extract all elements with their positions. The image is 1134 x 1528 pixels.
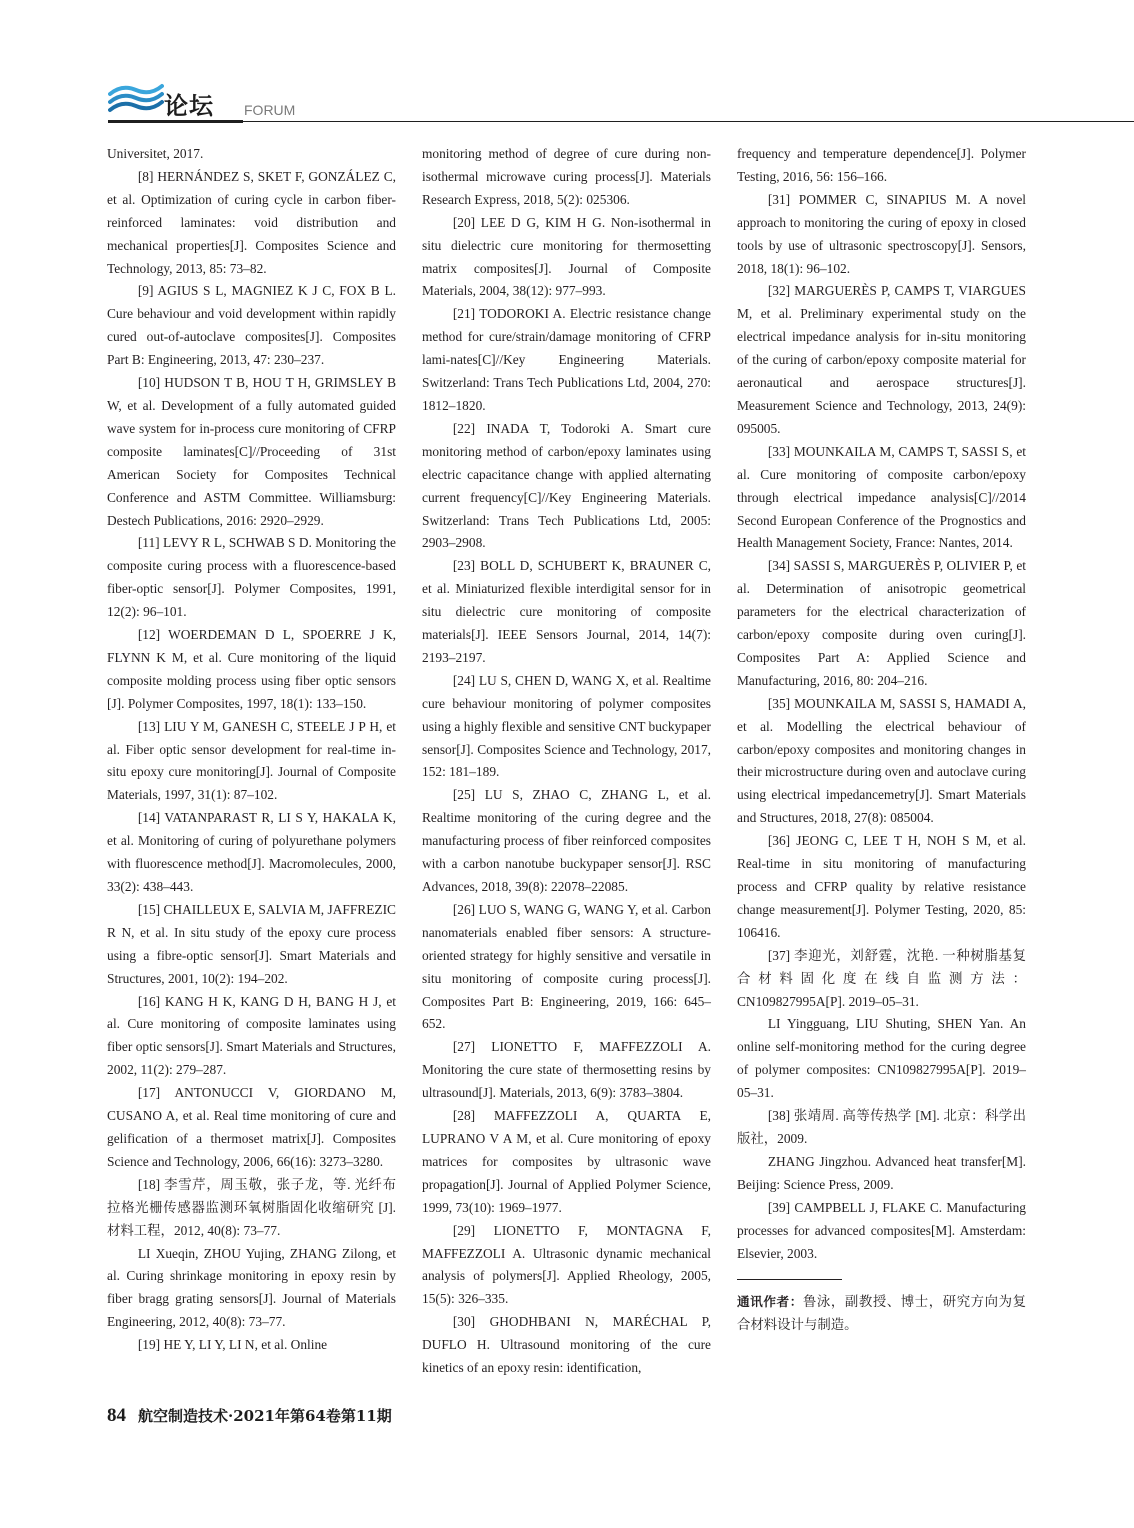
reference-item: [19] HE Y, LI Y, LI N, et al. Online — [137, 1337, 328, 1353]
reference-item: [27] LIONETTO F, MAFFEZZOLI A. Monitoring the cure state of thermosetting resins by ultrasound[J]. Materials, 2013, 6(9): 3783–3804. — [422, 1039, 711, 1101]
reference-item: [17] ANTONUCCI V, GIORDANO M, CUSANO A, et al. Real time monitoring of cure and gelification of a thermoset matrix[J]. Composites Science and Technology, 2006, 66(16): 3273–3280. — [107, 1085, 396, 1169]
reference-item: [15] CHAILLEUX E, SALVIA M, JAFFREZIC R N, et al. In situ study of the epoxy cure process using a fibre-optic sensor[J]. Smart Materials and Structures, 2001, 10(2): 194–202. — [107, 901, 396, 986]
reference-text: Universitet, 2017. — [107, 146, 204, 161]
reference-item: [31] POMMER C, SINAPIUS M. A novel approach to monitoring the curing of epoxy in closed tools by use of ultrasonic spectroscopy[J]. Sensors, 2018, 18(1): 96–102. — [737, 191, 1026, 276]
column-middle — [422, 143, 711, 1380]
reference-text: LI Xueqin, ZHOU Yujing, ZHANG Zilong, et al. Curing shrinkage monitoring in epoxy resin by fiber bragg grating sensors[J]. Journal of Materials Engineering, 2012, 40(8): 73–77. — [107, 1245, 396, 1330]
reference-item: [20] LEE D G, KIM H G. Non-isothermal in situ dielectric cure monitoring for thermosetting matrix composites[J]. Journal of Composite Materials, 2004, 38(12): 977–993. — [422, 214, 711, 299]
reference-item: [12] WOERDEMAN D L, SPOERRE J K, FLYNN K M, et al. Cure monitoring of the liquid composite molding process using fiber optic sensors [J]. Polymer Composites, 1997, 18(1): 133–150. — [107, 627, 396, 711]
reference-item: [29] LIONETTO F, MONTAGNA F, MAFFEZZOLI A. Ultrasonic dynamic mechanical analysis of polymers[J]. Applied Rheology, 2005, 15(5): 326–335. — [422, 1222, 711, 1307]
reference-item: [37] 李迎光，刘舒霆，沈艳. 一种树脂基复合材料固化度在线自监测方法：CN109827995A[P]. 2019–05–31. — [737, 947, 1026, 1009]
reference-item: [10] HUDSON T B, HOU T H, GRIMSLEY B W, et al. Development of a fully automated guided wave system for in-process cure monitoring of CFRP composite laminates[C]//Proceeding of 31st American Society for Composites Technical Conference and ASTM Committee. Williamsburg: Destech Publications, 2016: 2920–2929. — [107, 375, 396, 528]
section-title: 论坛 — [164, 92, 214, 120]
wave-lines-logo-icon — [108, 80, 164, 118]
reference-item: [33] MOUNKAILA M, CAMPS T, SASSI S, et al. Cure monitoring of composite carbon/epoxy through electrical impedance analysis[C]//2014 Second European Conference of the Prognostics and Health Management Society, France: Nantes, 2014. — [737, 443, 1026, 551]
header-rule-thick — [108, 120, 243, 123]
reference-item: [8] HERNÁNDEZ S, SKET F, GONZÁLEZ C, et al. Optimization of curing cycle in carbon fiber-reinforced laminates: void distribution and mechanical properties[J]. Composites Science and Technology, 2013, 85: 73–82. — [107, 168, 396, 276]
reference-item: [25] LU S, ZHAO C, ZHANG L, et al. Realtime monitoring of the curing degree and the manufacturing process of fiber reinforced composites with a carbon nanotube buckypaper sensor[J]. RSC Advances, 2018, 39(8): 22078–22085. — [422, 787, 711, 894]
reference-item: [32] MARGUERÈS P, CAMPS T, VIARGUES M, et al. Preliminary experimental study on the electrical impedance analysis for in-situ monitoring of the curing of carbon/epoxy composite material for aeronautical and aerospace structures[J]. Measurement Science and Technology, 2013, 24(9): 095005. — [737, 283, 1026, 436]
reference-item: [24] LU S, CHEN D, WANG X, et al. Realtime cure behaviour monitoring of polymer composites using a highly flexible and sensitive CNT buckypaper sensor[J]. Composites Science and Technology, 2017, 152: 181–189. — [422, 672, 711, 780]
author-note-text: 鲁泳，副教授、博士，研究方向为复合材料设计与制造。 — [737, 1294, 1027, 1333]
reference-item: [26] LUO S, WANG G, WANG Y, et al. Carbon nanomaterials enabled fiber sensors: A structure-oriented strategy for highly sensitive and versatile in situ monitoring of composite curing process[J]. Composites Part B: Engineering, 2019, 166: 645–652. — [422, 901, 711, 1032]
footnote-rule — [737, 1279, 842, 1280]
reference-item: [23] BOLL D, SCHUBERT K, BRAUNER C, et al. Miniaturized flexible interdigital sensor for in situ dielectric cure monitoring of composite materials[J]. IEEE Sensors Journal, 2014, 14(7): 2193–2197. — [422, 558, 711, 665]
reference-item: [14] VATANPARAST R, LI S Y, HAKALA K, et al. Monitoring of curing of polyurethane polymers with fluorescence method[J]. Macromolecules, 2000, 33(2): 438–443. — [107, 810, 396, 894]
header-rule — [243, 121, 1134, 122]
section-subtitle: FORUM — [244, 102, 296, 118]
reference-item: [28] MAFFEZZOLI A, QUARTA E, LUPRANO V A M, et al. Cure monitoring of epoxy matrices for composites by ultrasonic wave propagation[J]. Journal of Applied Polymer Science, 1999, 73(10): 1969–1977. — [422, 1108, 711, 1215]
reference-item: [30] GHODHBANI N, MARÉCHAL P, DUFLO H. Ultrasound monitoring of the cure kinetics of an epoxy resin: identification, — [422, 1314, 711, 1376]
reference-text: monitoring method of degree of cure during non-isothermal microwave curing process[J]. Materials Research Express, 2018, 5(2): 025306. — [422, 146, 711, 207]
reference-item: [35] MOUNKAILA M, SASSI S, HAMADI A, et al. Modelling the electrical behaviour of carbon/epoxy composites and monitoring changes in their microstructure during oven and autoclave curing using electrical impedancemetry[J]. Smart Materials and Structures, 2018, 27(8): 085004. — [737, 695, 1026, 826]
reference-item: [9] AGIUS S L, MAGNIEZ K J C, FOX B L. Cure behaviour and void development within rapidly cured out-of-autoclave composites[J]. Composites Part B: Engineering, 2013, 47: 230–237. — [107, 283, 396, 368]
reference-item: [13] LIU Y M, GANESH C, STEELE J P H, et al. Fiber optic sensor development for real-time in-situ epoxy cure monitoring[J]. Journal of Composite Materials, 1997, 31(1): 87–102. — [107, 718, 396, 803]
column-right — [737, 143, 1026, 1336]
journal-info: 航空制造技术·2021年第64卷第11期 — [138, 1407, 392, 1425]
page-header — [0, 0, 1134, 130]
reference-text: LI Yingguang, LIU Shuting, SHEN Yan. An online self-monitoring method for the curing degree of polymer composites: CN109827995A[P]. 2019–05–31. — [737, 1016, 1026, 1101]
reference-item: [22] INADA T, Todoroki A. Smart cure monitoring method of carbon/epoxy laminates using electric capacitance change with applied alternating current frequency[C]//Key Engineering Materials. Switzerland: Trans Tech Publications Ltd, 2005: 2903–2908. — [422, 420, 711, 551]
reference-item: [18] 李雪芹，周玉敬，张子龙，等. 光纤布拉格光栅传感器监测环氧树脂固化收缩研究 [J]. 材料工程，2012, 40(8): 73–77. — [107, 1176, 396, 1238]
reference-text: frequency and temperature dependence[J]. Polymer Testing, 2016, 56: 156–166. — [737, 146, 1026, 184]
reference-item: [36] JEONG C, LEE T H, NOH S M, et al. Real-time in situ monitoring of manufacturing process and CFRP quality by relative resistance change measurement[J]. Polymer Testing, 2020, 85: 106416. — [737, 833, 1026, 940]
page-number: 84 — [107, 1405, 126, 1426]
reference-list-right — [737, 143, 1026, 1265]
column-left — [107, 143, 396, 1357]
reference-item: [39] CAMPBELL J, FLAKE C. Manufacturing processes for advanced composites[M]. Amsterdam: Elsevier, 2003. — [737, 1199, 1026, 1261]
reference-text: ZHANG Jingzhou. Advanced heat transfer[M]. Beijing: Science Press, 2009. — [737, 1153, 1026, 1192]
author-note-label: 通讯作者： — [737, 1294, 803, 1310]
reference-item: [34] SASSI S, MARGUERÈS P, OLIVIER P, et al. Determination of anisotropic geometrical parameters for the electrical characterization of carbon/epoxy composite during oven curing[J]. Composites Part A: Applied Science and Manufacturing, 2016, 80: 204–216. — [737, 558, 1026, 688]
page-footer — [107, 1405, 392, 1427]
author-note — [737, 1290, 1026, 1336]
reference-item: [21] TODOROKI A. Electric resistance change method for cure/strain/damage monitoring of CFRP lami-nates[C]//Key Engineering Materials. Switzerland: Trans Tech Publications Ltd, 2004, 270: 1812–1820. — [422, 306, 711, 413]
reference-item: [11] LEVY R L, SCHWAB S D. Monitoring the composite curing process with a fluorescence-based fiber-optic sensor[J]. Polymer Composites, 1991, 12(2): 96–101. — [107, 535, 396, 620]
reference-item: [38] 张靖周. 高等传热学 [M]. 北京：科学出版社，2009. — [737, 1108, 1026, 1146]
reference-item: [16] KANG H K, KANG D H, BANG H J, et al. Cure monitoring of composite laminates using fiber optic sensors[J]. Smart Materials and Structures, 2002, 11(2): 279–287. — [107, 993, 396, 1078]
